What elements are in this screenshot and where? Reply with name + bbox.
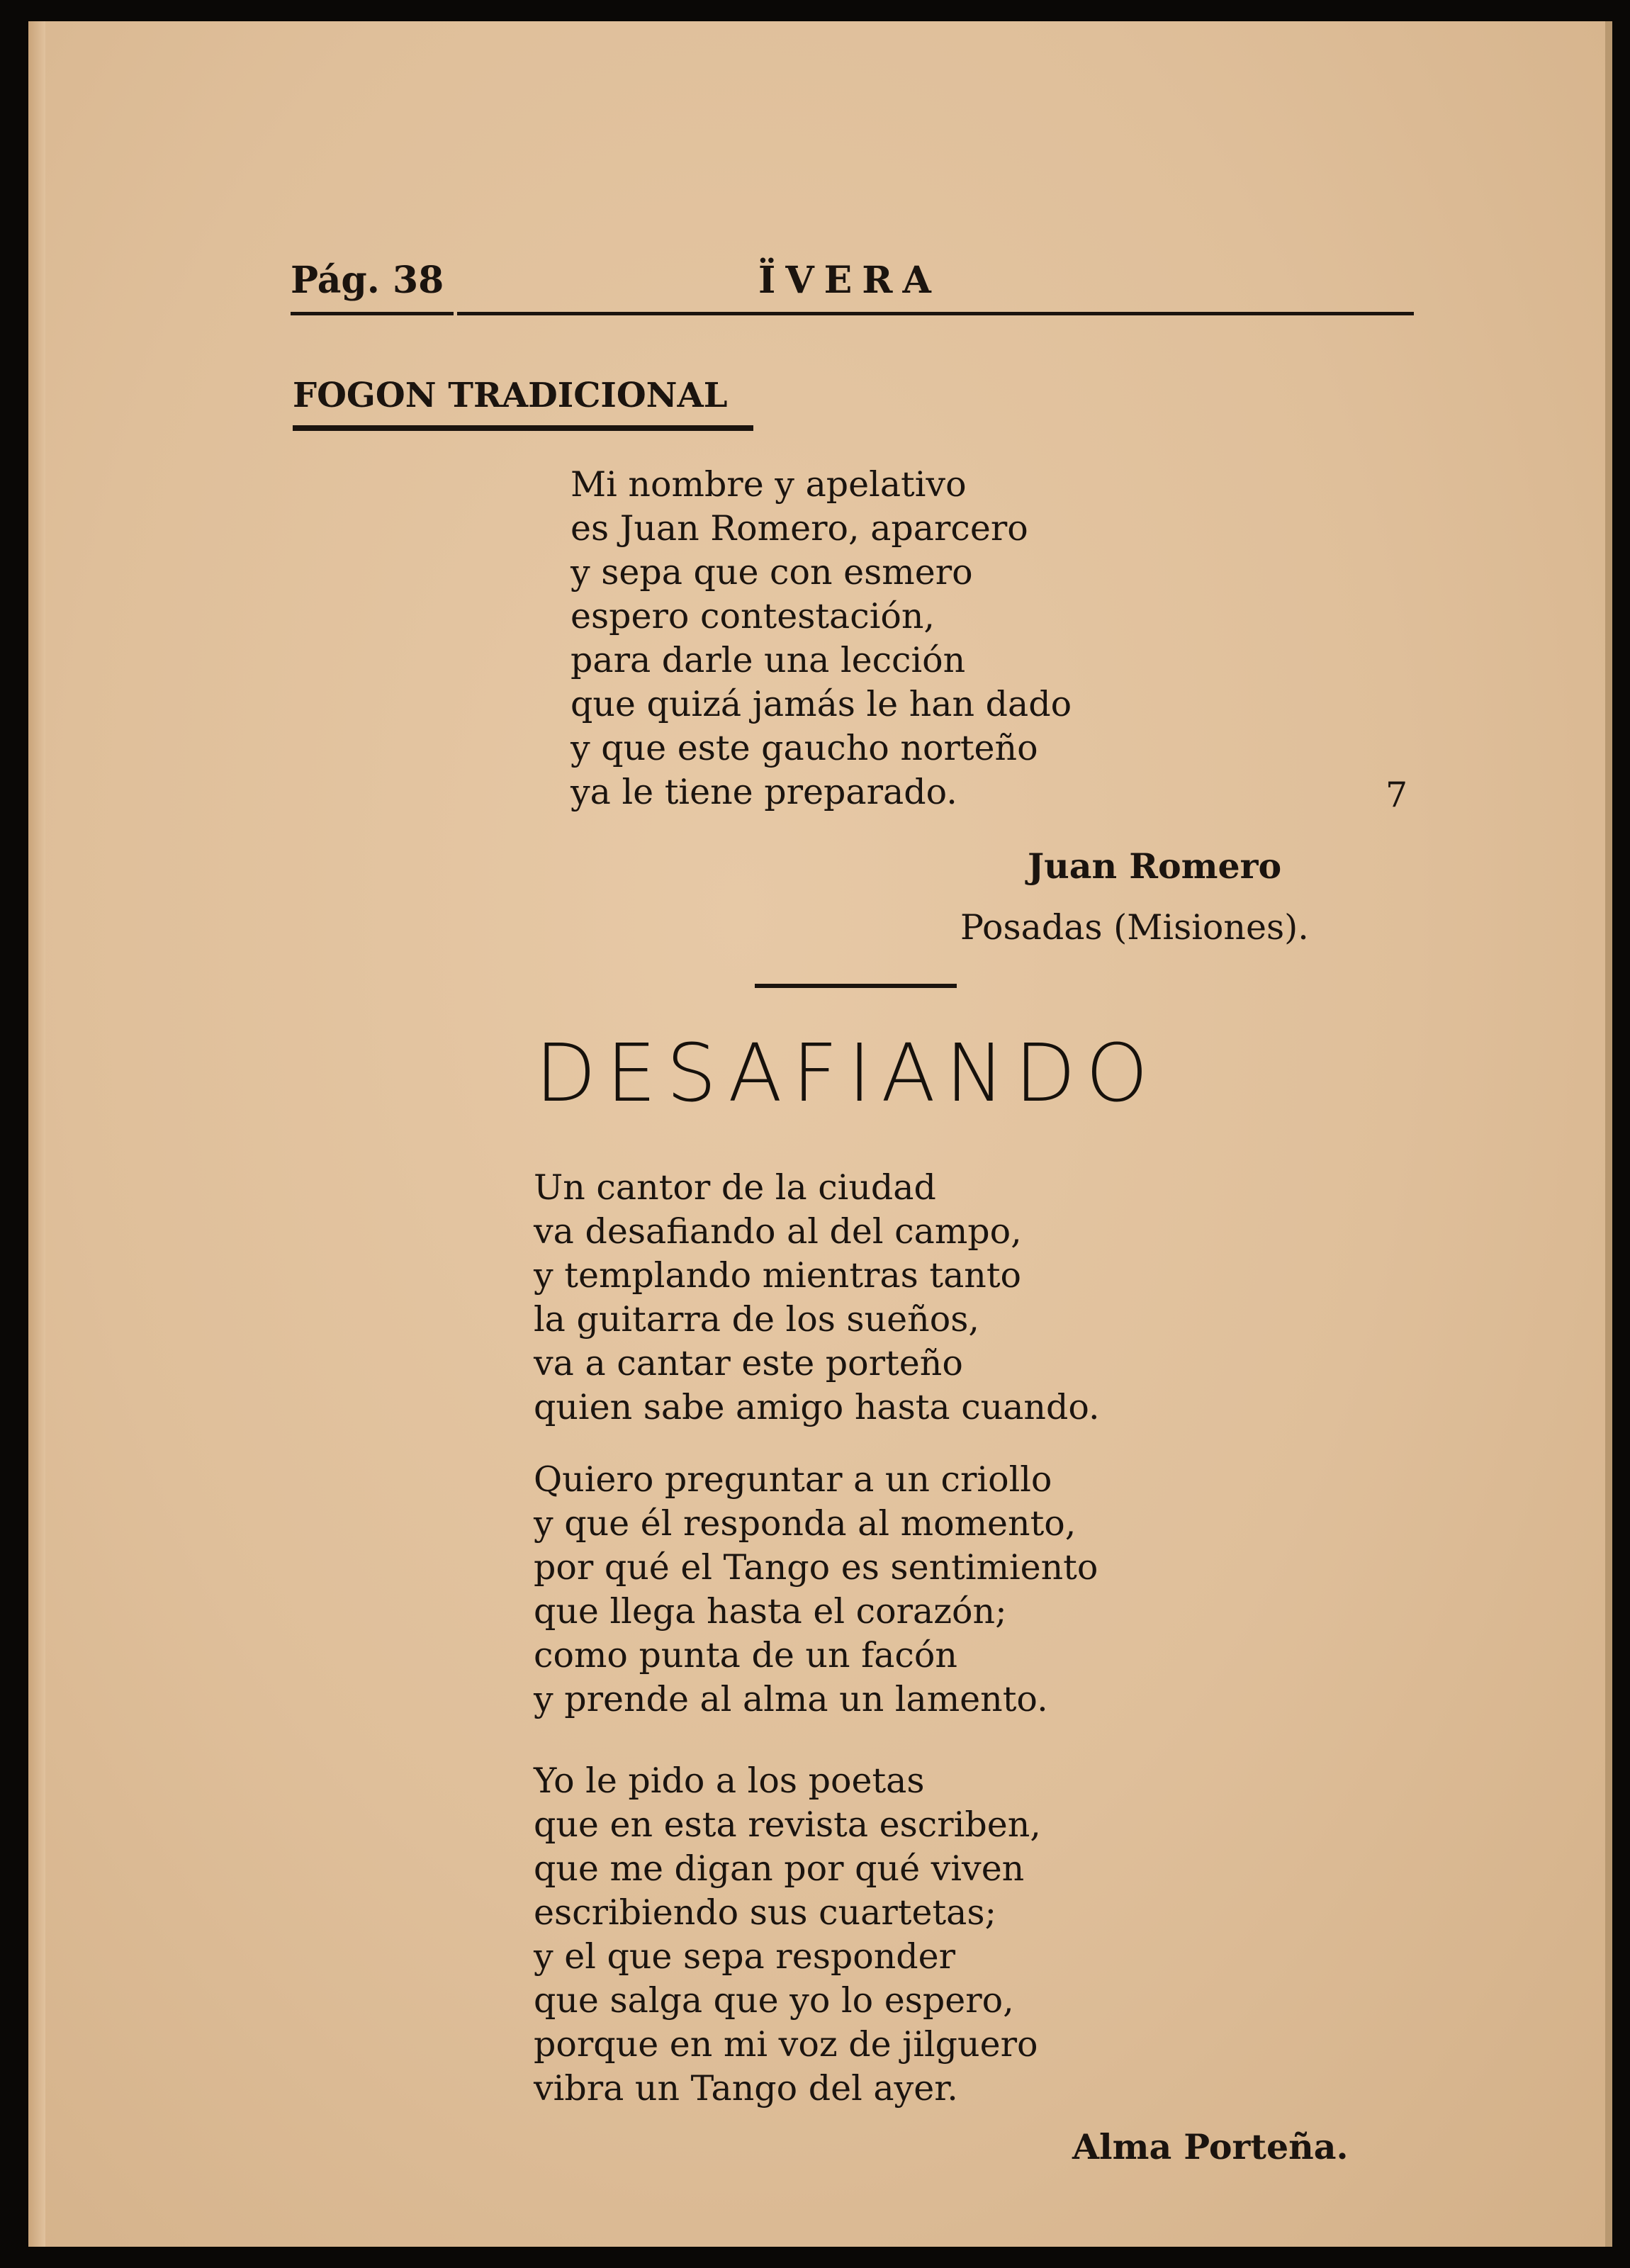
verse-line: vibra un Tango del ayer. (534, 2068, 958, 2109)
poem2-stanza-2 (534, 1458, 1098, 1722)
verse-line: porque en mi voz de jilguero (534, 2024, 1038, 2065)
verse-line: como punta de un facón (534, 1635, 957, 1675)
header-rule-left (291, 312, 454, 315)
verse-line: es Juan Romero, aparcero (570, 508, 1028, 549)
verse-line: escribiendo sus cuartetas; (534, 1892, 997, 1933)
verse-line: Un cantor de la ciudad (534, 1167, 936, 1208)
verse-line: y prende al alma un lamento. (534, 1679, 1048, 1719)
verse-line: que llega hasta el corazón; (534, 1591, 1007, 1632)
poem2-stanza-3 (534, 1759, 1041, 2111)
verse-line: Mi nombre y apelativo (570, 464, 967, 505)
poem1-place: Posadas (Misiones). (960, 907, 1309, 948)
poem1-verse (570, 463, 1072, 814)
verse-line: que quizá jamás le han dado (570, 684, 1072, 724)
verse-line: va a cantar este porteño (534, 1343, 963, 1383)
magazine-title: ÏVERA (758, 259, 941, 302)
separator-rule (755, 984, 957, 988)
verse-line: que salga que yo lo espero, (534, 1980, 1014, 2021)
section-underline (293, 425, 753, 431)
verse-line: la guitarra de los sueños, (534, 1299, 979, 1340)
poem1-number: 7 (1386, 775, 1408, 815)
verse-line: que en esta revista escriben, (534, 1804, 1041, 1845)
verse-line: y templando mientras tanto (534, 1255, 1022, 1296)
poem1-author: Juan Romero (1028, 846, 1282, 887)
verse-line: va desafiando al del campo, (534, 1211, 1022, 1252)
verse-line: y sepa que con esmero (570, 552, 973, 593)
page-spine (28, 21, 45, 2247)
verse-line: Yo le pido a los poetas (534, 1761, 925, 1801)
section-title: FOGON TRADICIONAL (293, 376, 728, 415)
verse-line: Quiero preguntar a un criollo (534, 1459, 1052, 1500)
verse-line: por qué el Tango es sentimiento (534, 1547, 1098, 1588)
page-number: Pág. 38 (291, 259, 444, 302)
verse-line: y que este gaucho norteño (570, 728, 1038, 768)
poem2-title: DESAFIANDO (535, 1028, 1159, 1120)
verse-line: para darle una lección (570, 640, 966, 680)
verse-line: y que él responda al momento, (534, 1503, 1077, 1544)
poem2-author: Alma Porteña. (1072, 2126, 1349, 2167)
verse-line: que me digan por qué viven (534, 1848, 1025, 1889)
poem2-stanza-1 (534, 1166, 1100, 1430)
magazine-page (28, 21, 1612, 2247)
header-rule-right (457, 312, 1414, 315)
verse-line: y el que sepa responder (534, 1936, 956, 1977)
verse-line: quien sabe amigo hasta cuando. (534, 1387, 1100, 1427)
verse-line: ya le tiene preparado. (570, 772, 957, 812)
verse-line: espero contestación, (570, 596, 935, 636)
